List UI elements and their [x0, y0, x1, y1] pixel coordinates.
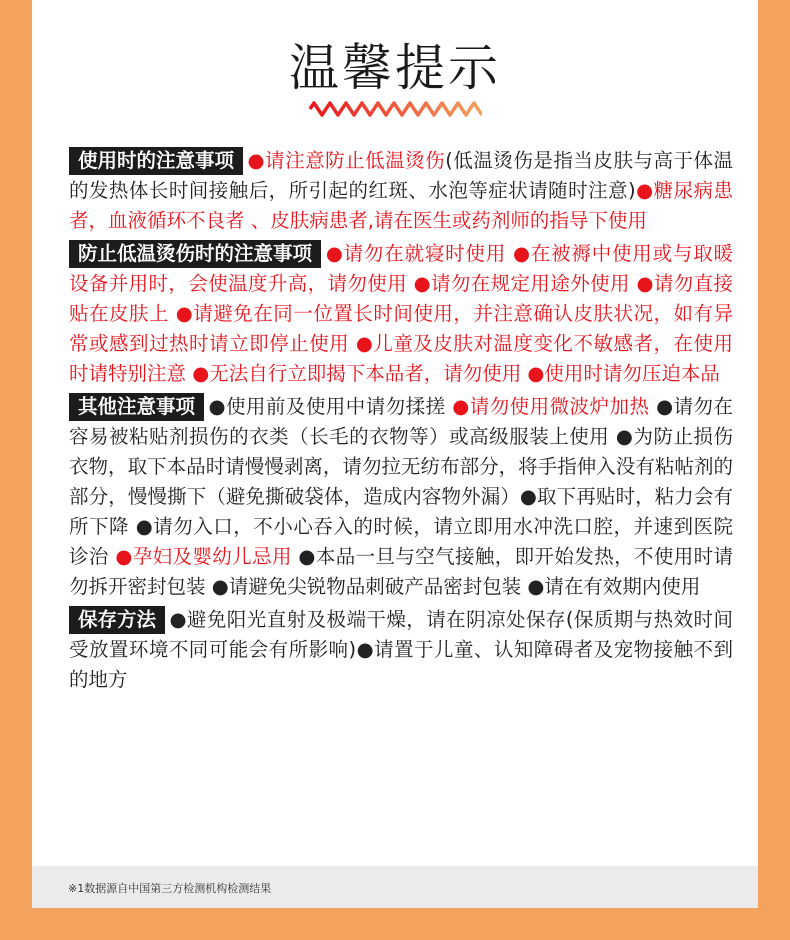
- text-run: ●请勿在就寝时使用 ●在被褥中使用或与取暖设备并用时，会使温度升高，请勿使用 ●请勿在规定用途外使用 ●请勿直接贴在皮肤上 ●请避免在同一位置长时间使用，并注意确认皮肤状况，如有异常或感到过热时请立即停止使用 ●儿童及皮肤对温度变化不敏感者，在使用时请特别注意 ●无法自行立即揭下本品者，请勿使用 ●使用时请勿压迫本品: [69, 242, 733, 385]
- section-other: [69, 392, 733, 602]
- page-title: 温馨提示: [289, 39, 501, 97]
- text-run: ●请勿在容易被粘贴剂损伤的衣类（长毛的衣物等）或高级服装上使用 ●为防止损伤衣物，取下本品时请慢慢剥离，请勿拉无纺布部分，将手指伸入没有粘帖剂的部分，慢慢撕下（避免撕破袋体，造成内容物外漏）●取下再贴时，粘力会有所下降 ●请勿入口，不小心吞入的时候，请立即用水冲洗口腔，并速到医院诊治: [69, 395, 733, 568]
- section-usage: [69, 146, 733, 236]
- notice-content: [69, 146, 733, 698]
- notice-card: [32, 0, 758, 908]
- text-run: ●请勿使用微波炉加热: [452, 395, 650, 418]
- text-run: ●本品一旦与空气接触，即开始发热，不使用时请勿拆开密封包装 ●请避免尖锐物品刺破产品密封包装 ●请在有效期内使用: [69, 545, 734, 598]
- section-heading: 防止低温烫伤时的注意事项: [69, 240, 321, 268]
- section-heading: 保存方法: [69, 606, 165, 634]
- footer-bar: [32, 866, 758, 908]
- text-run: ●避免阳光直射及极端干燥，请在阴凉处保存(保质期与热效时间受放置环境不同可能会有所影响)●请置于儿童、认知障碍者及宠物接触不到的地方: [69, 608, 733, 691]
- section-heading: 其他注意事项: [69, 393, 204, 421]
- text-run: (低温烫伤是指当皮肤与高于体温的发热体长时间接触后，所引起的红斑、水泡等症状请随时注意): [69, 149, 734, 202]
- section-storage: [69, 605, 733, 695]
- text-run: ●糖尿病患者，血液循环不良者 、皮肤病患者,请在医生或药剂师的指导下使用: [69, 179, 734, 232]
- zigzag-divider-icon: [308, 100, 482, 118]
- section-burn-prevention: [69, 239, 733, 389]
- text-run: ●孕妇及婴幼儿忌用: [115, 545, 292, 568]
- text-run: ●请注意防止低温烫伤: [247, 149, 446, 172]
- section-heading: 使用时的注意事项: [69, 147, 243, 175]
- text-run: ●使用前及使用中请勿揉搓: [208, 395, 453, 418]
- footnote: ※1数据源自中国第三方检测机构检测结果: [68, 882, 272, 895]
